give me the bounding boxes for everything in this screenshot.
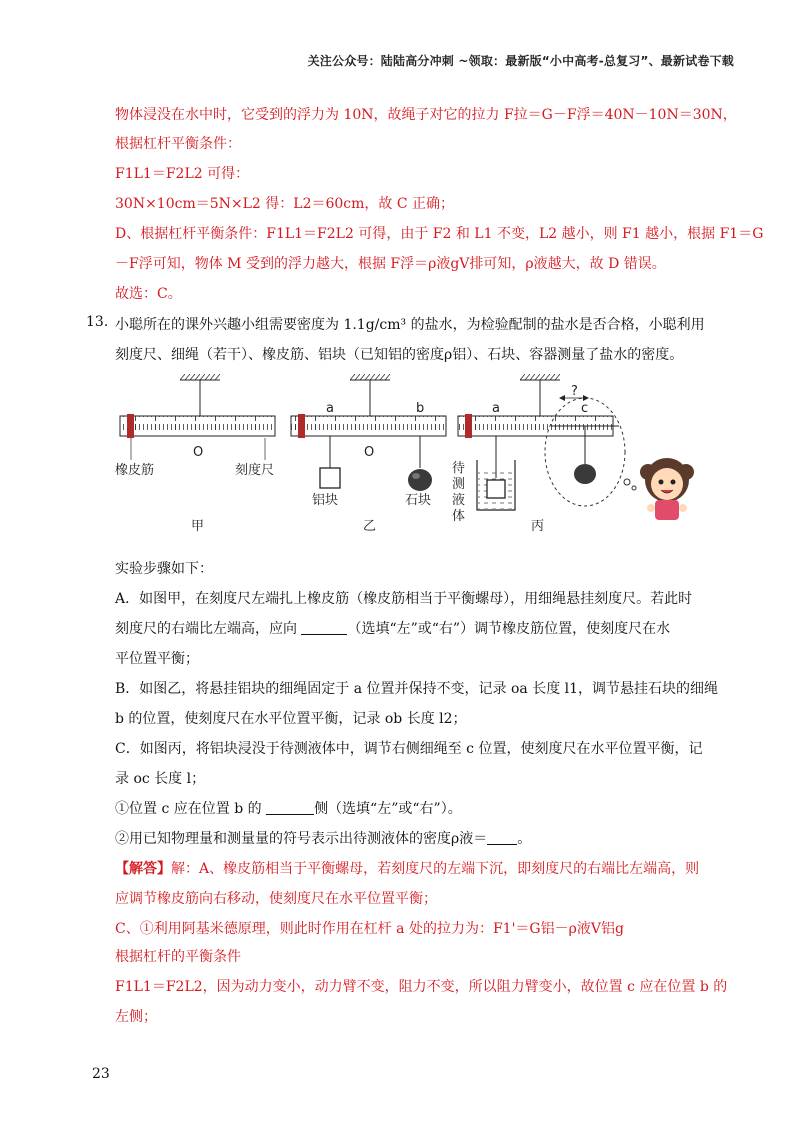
answer-tag: 【解答】 [115,861,171,877]
point-c-label: c [581,401,589,416]
unknown-distance-label: ? [571,384,578,399]
answer-line: 应调节橡皮筋向右移动，使刻度尺在水平位置平衡； [115,891,437,907]
caption-jia: 甲 [191,519,205,534]
figure-bing [452,374,694,534]
answer-blank[interactable] [487,832,517,845]
answer-line: C、①利用阿基米德原理，则此时作用在杠杆 a 处的拉力为：F1'＝G铝－ρ液V铝g [115,921,624,937]
sub-question-text: 。 [517,831,532,847]
caption-yi: 乙 [363,519,377,534]
step-a-line: A．如图甲，在刻度尺左端扎上橡皮筋（橡皮筋相当于平衡螺母），用细绳悬挂刻度尺。若此时 [115,591,693,607]
girl-illustration [640,458,694,520]
pivot-label: O [364,445,375,460]
liquid-label-1: 待 [452,461,466,476]
text-line: F1L1＝F2L2 可得： [115,166,250,182]
lever-figure [115,368,695,538]
step-a-text: （选填“左”或“右”）调节橡皮筋位置，使刻度尺在水 [347,621,671,637]
text-line: －F浮可知，物体 M 受到的浮力越大，根据 F浮＝ρ液gV排可知，ρ液越大，故 D 错误。 [115,256,666,272]
steps-intro: 实验步骤如下： [115,561,213,577]
figure-jia [115,374,275,534]
text-line: 根据杠杆平衡条件： [115,136,241,152]
question-text: 小聪所在的课外兴趣小组需要密度为 1.1g/cm³ 的盐水，为检验配制的盐水是否合格，小聪利用 [115,317,705,333]
point-a-label: a [492,401,500,416]
sub-question-2 [115,828,735,848]
point-b-label: b [416,401,425,416]
answer-line [115,858,735,878]
sub-question-text: ①位置 c 应在位置 b 的 [115,801,267,817]
pivot-label: O [193,445,204,460]
answer-line: 根据杠杆的平衡条件 [115,949,241,965]
sub-question-text: 侧（选填“左”或“右”）。 [314,801,462,817]
aluminum-label: 铝块 [312,493,339,508]
step-a-line [115,618,735,638]
answer-line: F1L1＝F2L2，因为动力变小，动力臂不变，阻力不变，所以阻力臂变小，故位置 c 应在位置 b 的 [115,979,728,995]
question-number: 13. [86,314,109,330]
liquid-label-4: 体 [452,509,466,524]
step-c-line: 录 oc 长度 l； [115,771,206,787]
step-b-line: b 的位置，使刻度尺在水平位置平衡，记录 ob 长度 l2； [115,711,467,727]
step-a-line: 平位置平衡； [115,651,199,667]
step-c-line: C．如图丙，将铝块浸没于待测液体中，调节右侧细绳至 c 位置，使刻度尺在水平位置平衡，记 [115,741,703,757]
answer-line: 左侧； [115,1009,157,1025]
rubber-label: 橡皮筋 [115,463,155,478]
liquid-label-2: 测 [452,477,466,492]
step-a-text: 刻度尺的右端比左端高，应向 [115,621,302,637]
stone-label: 石块 [405,493,432,508]
sub-question-1 [115,798,735,818]
text-line: 物体浸没在水中时，它受到的浮力为 10N，故绳子对它的拉力 F拉＝G－F浮＝40N－10N＝30N， [115,107,737,123]
text-line: 故选：C。 [115,286,182,302]
question-text: 刻度尺、细绳（若干）、橡皮筋、铝块（已知铝的密度ρ铝）、石块、容器测量了盐水的密度。 [115,347,684,363]
page-number: 23 [92,1066,110,1082]
text-line: D、根据杠杆平衡条件：F1L1＝F2L2 可得，由于 F2 和 L1 不变，L2 越小，则 F1 越小，根据 F1＝G [115,226,764,242]
answer-blank[interactable] [266,802,314,815]
liquid-label-3: 液 [452,493,466,508]
step-b-line: B．如图乙，将悬挂铝块的细绳固定于 a 位置并保持不变，记录 oa 长度 l1，调节悬挂石块的细绳 [115,681,719,697]
caption-bing: 丙 [531,519,545,534]
answer-blank[interactable] [301,622,347,635]
answer-text: 解：A、橡皮筋相当于平衡螺母，若刻度尺的左端下沉，即刻度尺的右端比左端高，则 [171,861,700,877]
ruler-label: 刻度尺 [235,463,275,478]
text-line: 30N×10cm＝5N×L2 得：L2＝60cm，故 C 正确； [115,196,455,212]
page-header: 关注公众号：陆陆高分冲刺 ~领取：最新版“小中高考-总复习”、最新试卷下载 [307,54,734,68]
figure-yi [291,374,446,534]
sub-question-text: ②用已知物理量和测量量的符号表示出待测液体的密度ρ液＝ [115,831,488,847]
point-a-label: a [326,401,334,416]
